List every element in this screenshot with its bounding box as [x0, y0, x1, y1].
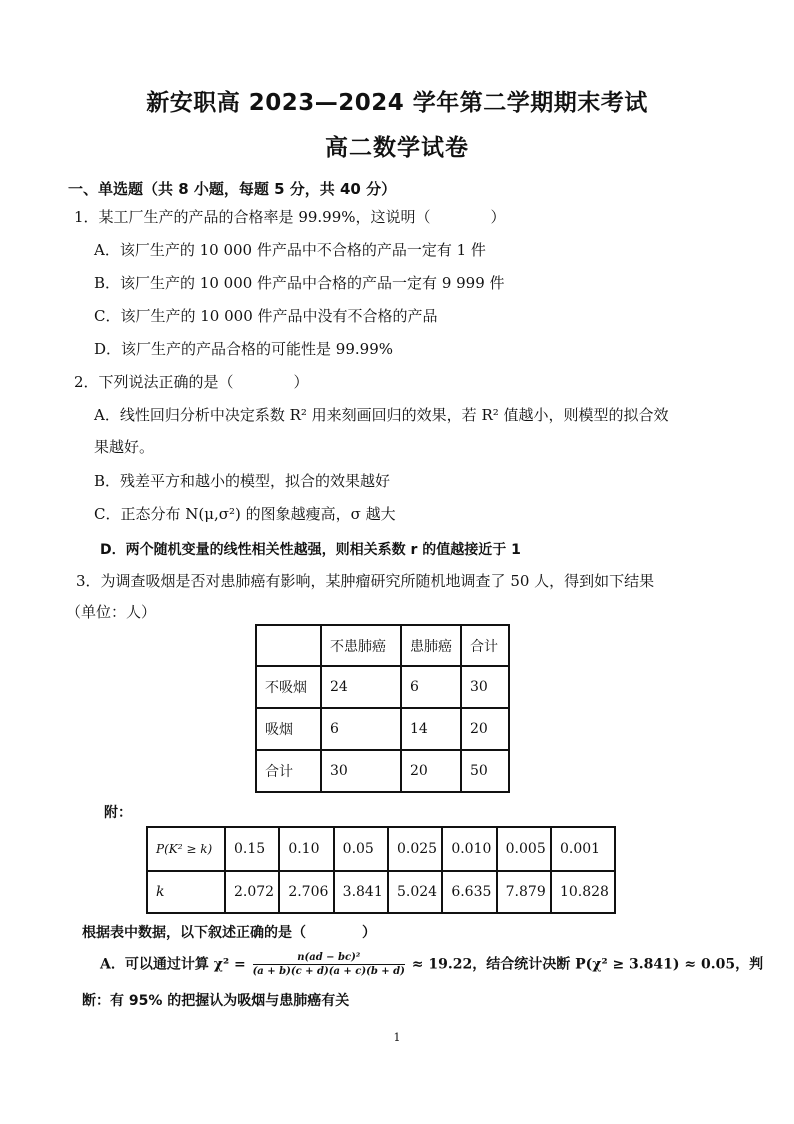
page-number: 1: [393, 1031, 401, 1044]
q1-stem: 1．某工厂生产的产品的合格率是 99.99%，这说明（ ）: [74, 208, 506, 226]
table-cell: 24: [321, 666, 401, 708]
contingency-table: [255, 624, 510, 793]
table-cell: 6.635: [442, 871, 496, 913]
critical-value-table: [146, 826, 616, 914]
q2-option-b: B．残差平方和越小的模型，拟合的效果越好: [94, 472, 391, 490]
section-heading: 一、单选题（共 8 小题，每题 5 分，共 40 分）: [68, 180, 397, 198]
table-cell: 30: [321, 750, 401, 792]
q3-option-a-line2: 断：有 95% 的把握认为吸烟与患肺癌有关: [82, 993, 350, 1009]
table-cell: 5.024: [388, 871, 442, 913]
q3-stem-line2: （单位：人）: [66, 603, 157, 621]
table-cell: 0.005: [497, 827, 551, 871]
table-row-label: 吸烟: [256, 708, 321, 750]
table-cell: 0.15: [225, 827, 279, 871]
table-header-cell: 不患肺癌: [321, 625, 401, 666]
table-row: [147, 827, 615, 871]
q2-option-d: D．两个随机变量的线性相关性越强，则相关系数 r 的值越接近于 1: [100, 542, 521, 558]
table-cell: 0.05: [334, 827, 388, 871]
table-cell: 10.828: [551, 871, 615, 913]
table-cell: 14: [401, 708, 461, 750]
table-cell: 2.072: [225, 871, 279, 913]
table-cell: 0.025: [388, 827, 442, 871]
table-row: [147, 871, 615, 913]
fraction-denominator: (a + b)(c + d)(a + c)(b + d): [252, 966, 405, 977]
q2-option-a-line2: 果越好。: [94, 438, 155, 456]
table-row: [256, 750, 509, 792]
table-row: [256, 666, 509, 708]
q1-option-d: D．该厂生产的产品合格的可能性是 99.99%: [94, 340, 393, 358]
table-cell: 7.879: [497, 871, 551, 913]
table-cell: 0.010: [442, 827, 496, 871]
q3-question: 根据表中数据，以下叙述正确的是（ ）: [82, 925, 376, 941]
q1-option-a: A．该厂生产的 10 000 件产品中不合格的产品一定有 1 件: [94, 241, 486, 259]
table-row: [256, 708, 509, 750]
chi-square-fraction: [253, 952, 405, 977]
q1-option-b: B．该厂生产的 10 000 件产品中合格的产品一定有 9 999 件: [94, 274, 505, 292]
exam-title: 新安职高 2023—2024 学年第二学期期末考试: [146, 90, 648, 116]
exam-subtitle: 高二数学试卷: [325, 135, 469, 161]
table-row-label: k: [147, 871, 225, 913]
q2-stem: 2．下列说法正确的是（ ）: [74, 373, 309, 391]
table-cell: 20: [401, 750, 461, 792]
table-cell: 3.841: [334, 871, 388, 913]
table-header-row: [256, 625, 509, 666]
q3-option-a-prefix: A．可以通过计算 χ² =: [100, 956, 246, 973]
table-cell: 6: [321, 708, 401, 750]
q2-option-c: C．正态分布 N(μ,σ²) 的图象越瘦高，σ 越大: [94, 505, 396, 523]
table-row-label: P(K² ≥ k): [147, 827, 225, 871]
table-cell: 2.706: [279, 871, 333, 913]
table-cell: 50: [461, 750, 509, 792]
fraction-numerator: n(ad − bc)²: [253, 952, 405, 965]
table-cell: [256, 625, 321, 666]
table-cell: 0.10: [279, 827, 333, 871]
q3-option-a-suffix: ≈ 19.22，结合统计决断 P(χ² ≥ 3.841) ≈ 0.05，判: [411, 956, 764, 973]
table-cell: 0.001: [551, 827, 615, 871]
appendix-label: 附：: [104, 805, 132, 821]
table-row-label: 合计: [256, 750, 321, 792]
table-header-cell: 合计: [461, 625, 509, 666]
q3-stem-line1: 3．为调查吸烟是否对患肺癌有影响，某肿瘤研究所随机地调查了 50 人，得到如下结果: [76, 572, 655, 590]
q3-option-a-formula: [100, 952, 763, 977]
table-cell: 20: [461, 708, 509, 750]
table-cell: 6: [401, 666, 461, 708]
table-header-cell: 患肺癌: [401, 625, 461, 666]
q2-option-a-line1: A．线性回归分析中决定系数 R² 用来刻画回归的效果，若 R² 值越小，则模型的拟合效: [94, 406, 669, 424]
q1-option-c: C．该厂生产的 10 000 件产品中没有不合格的产品: [94, 307, 438, 325]
table-cell: 30: [461, 666, 509, 708]
table-row-label: 不吸烟: [256, 666, 321, 708]
